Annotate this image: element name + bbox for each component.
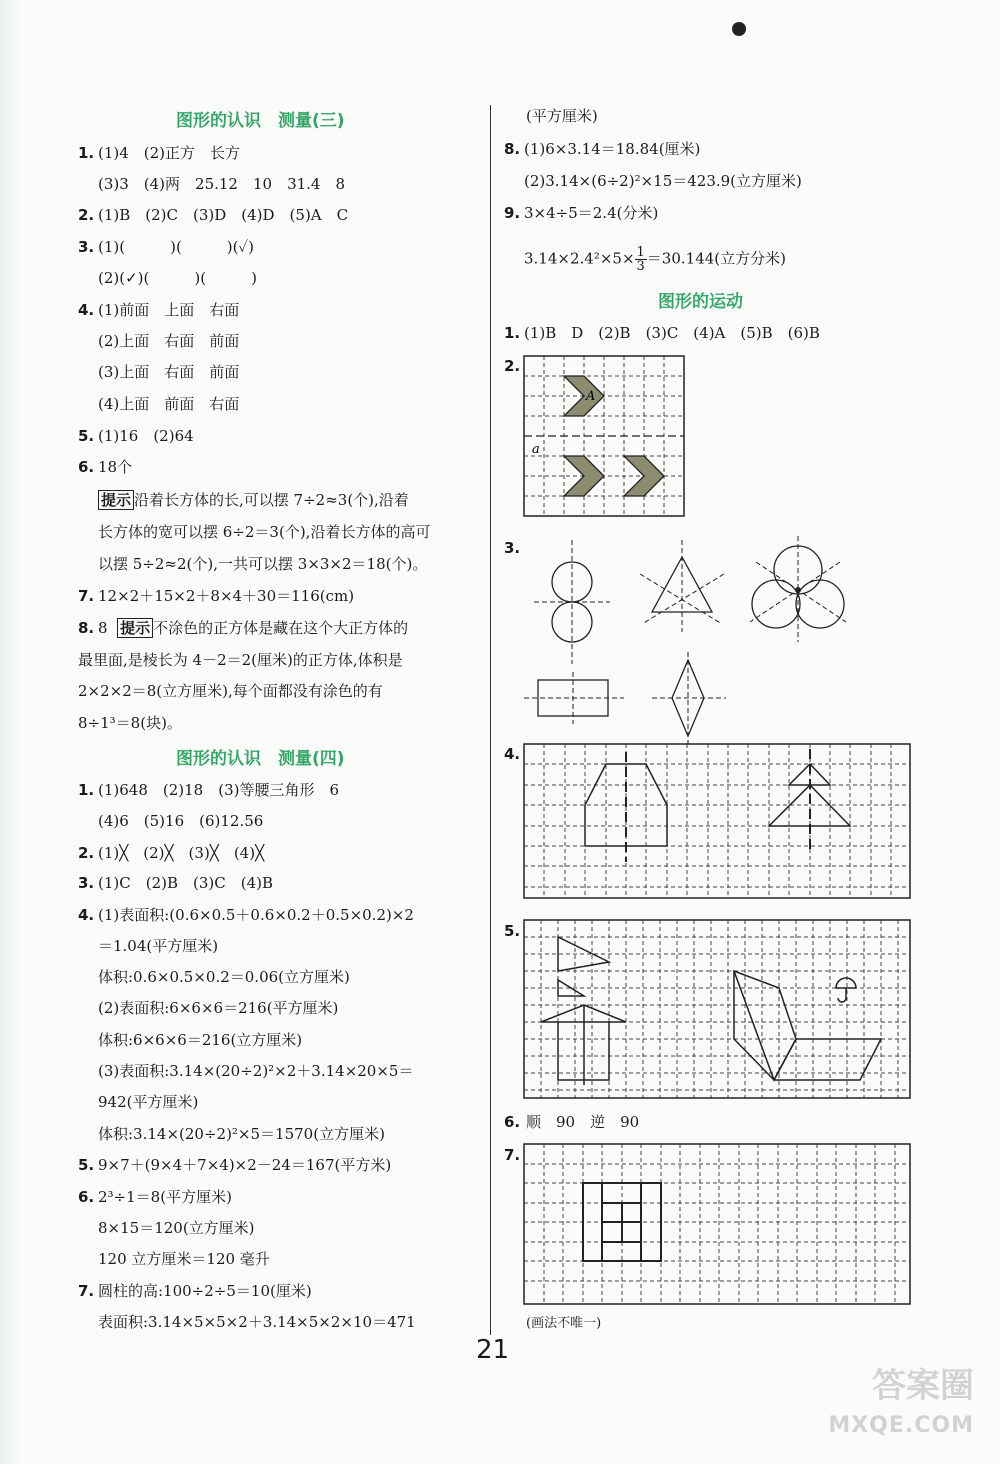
answer-line: (2)(✓)( )( ) bbox=[98, 269, 257, 287]
question-number: 3. bbox=[78, 238, 95, 256]
answer-line bbox=[524, 246, 786, 273]
watermark-logo-text: 答案圈 bbox=[872, 1366, 974, 1406]
grid-lines bbox=[524, 744, 910, 898]
answer-line: (3)表面积:3.14×(20÷2)²×2＋3.14×20×5＝ bbox=[98, 1062, 414, 1080]
symmetry-axis-lines bbox=[524, 536, 846, 744]
answer-line: (1)16 (2)64 bbox=[98, 427, 194, 445]
answer-line: 942(平方厘米) bbox=[98, 1093, 199, 1111]
answer-line: (1)前面 上面 右面 bbox=[98, 301, 240, 319]
question-number: 2. bbox=[504, 357, 521, 375]
answer-line: 18个 bbox=[98, 458, 133, 476]
umbrella-handle bbox=[838, 988, 846, 1002]
answer-line: 2×2×2＝8(立方厘米),每个面都没有涂色的有 bbox=[78, 682, 383, 700]
question-number: 5. bbox=[78, 427, 95, 445]
hint-line bbox=[98, 618, 408, 638]
answer-line: (2)上面 右面 前面 bbox=[98, 332, 240, 350]
answer-line: (4)6 (5)16 (6)12.56 bbox=[98, 812, 264, 830]
section-heading-2: 图形的认识 测量(四) bbox=[176, 749, 345, 769]
answer-line: 圆柱的高:100÷2÷5＝10(厘米) bbox=[98, 1282, 312, 1300]
question-number: 9. bbox=[504, 204, 521, 222]
grid-border bbox=[524, 744, 910, 898]
figure-axis-symmetry-grid bbox=[524, 744, 910, 900]
watermark bbox=[828, 1366, 974, 1446]
question-number: 1. bbox=[78, 144, 95, 162]
question-number: 7. bbox=[78, 1282, 95, 1300]
quadrilateral-shape bbox=[734, 971, 796, 1080]
label-A: A bbox=[586, 389, 596, 404]
figure-cube-net-grid bbox=[524, 1144, 910, 1306]
answer-line: 长方体的宽可以摆 6÷2＝3(个),沿着长方体的高可 bbox=[98, 523, 431, 541]
question-number: 8. bbox=[78, 619, 95, 637]
formula-part: ＝30.144(立方分米) bbox=[646, 249, 786, 268]
answer-line: 以摆 5÷2≈2(个),一共可以摆 3×3×2＝18(个)。 bbox=[98, 555, 428, 573]
circle-shape bbox=[796, 580, 844, 628]
hint-badge: 提示 bbox=[98, 490, 134, 510]
center-point bbox=[795, 587, 801, 593]
answer-line: (1)( )( )(✓) bbox=[98, 238, 255, 256]
answer-line: (1)表面积:(0.6×0.5＋0.6×0.2＋0.5×0.2)×2 bbox=[98, 906, 414, 924]
question-number: 3. bbox=[504, 539, 521, 557]
answer-line: (3)3 (4)两 25.12 10 31.4 8 bbox=[98, 175, 346, 193]
answer-line: ＝1.04(平方厘米) bbox=[98, 937, 219, 955]
rotated-quadrilateral-shape bbox=[734, 971, 881, 1080]
hint-text: 沿着长方体的长,可以摆 7÷2≈3(个),沿着 bbox=[134, 491, 409, 509]
hint-text: 不涂色的正方体是藏在这个大正方体的 bbox=[153, 619, 409, 637]
answer-line: (1)╳ (2)╳ (3)╳ (4)╳ bbox=[98, 844, 265, 862]
answer-line: 体积:3.14×(20÷2)²×5＝1570(立方厘米) bbox=[98, 1125, 385, 1143]
answer-line: (2)表面积:6×6×6＝216(平方厘米) bbox=[98, 999, 339, 1017]
grid-lines bbox=[524, 920, 910, 1098]
answer-value: 8 bbox=[98, 619, 108, 637]
question-number: 5. bbox=[78, 1156, 95, 1174]
page-edge-shadow bbox=[0, 0, 20, 1464]
answer-line: 3×4÷5＝2.4(分米) bbox=[524, 204, 659, 222]
question-number: 4. bbox=[78, 906, 95, 924]
section-heading-3: 图形的运动 bbox=[658, 292, 743, 312]
grid-border bbox=[524, 1144, 910, 1304]
answer-line: 8÷1³＝8(块)。 bbox=[78, 714, 182, 732]
answer-line: 表面积:3.14×5×5×2＋3.14×5×2×10＝471 bbox=[98, 1313, 416, 1331]
answer-line: (4)上面 前面 右面 bbox=[98, 395, 240, 413]
question-number: 6. bbox=[504, 1113, 521, 1131]
fraction-denominator: 3 bbox=[636, 259, 645, 274]
answer-line: (平方厘米) bbox=[526, 107, 598, 125]
note-text: (画法不唯一) bbox=[526, 1316, 602, 1331]
formula-part: 3.14×2.4²×5× bbox=[524, 249, 635, 268]
answer-line: 2³÷1＝8(平方厘米) bbox=[98, 1188, 232, 1206]
answer-line: 最里面,是棱长为 4－2＝2(厘米)的正方体,体积是 bbox=[78, 651, 403, 669]
answer-line: 体积:0.6×0.5×0.2＝0.06(立方厘米) bbox=[98, 968, 350, 986]
question-number: 7. bbox=[504, 1146, 521, 1164]
column-divider bbox=[490, 105, 491, 1335]
answer-line: (1)648 (2)18 (3)等腰三角形 6 bbox=[98, 781, 340, 799]
figure-symmetry-axes bbox=[520, 532, 850, 732]
question-number: 6. bbox=[78, 458, 95, 476]
circle-shape bbox=[752, 580, 800, 628]
question-number: 4. bbox=[78, 301, 95, 319]
figure-translation-grid bbox=[524, 356, 686, 518]
label-a: a bbox=[532, 442, 540, 457]
answer-line: 120 立方厘米＝120 毫升 bbox=[98, 1250, 270, 1268]
figure-rotation-grid bbox=[524, 920, 910, 1100]
answer-line: (1)C (2)B (3)C (4)B bbox=[98, 874, 273, 892]
question-number: 2. bbox=[78, 844, 95, 862]
question-number: 8. bbox=[504, 140, 521, 158]
answer-line: (1)6×3.14＝18.84(厘米) bbox=[524, 140, 701, 158]
answer-line: (3)上面 右面 前面 bbox=[98, 363, 240, 381]
ink-blot bbox=[732, 22, 746, 36]
question-number: 7. bbox=[78, 587, 95, 605]
question-number: 5. bbox=[504, 922, 521, 940]
hint-line bbox=[98, 490, 409, 510]
question-number: 1. bbox=[504, 324, 521, 342]
page-number: 21 bbox=[476, 1335, 510, 1365]
answer-line: (1)4 (2)正方 长方 bbox=[98, 144, 241, 162]
grid-lines bbox=[524, 1144, 910, 1304]
hint-badge: 提示 bbox=[117, 618, 153, 638]
answer-line: 体积:6×6×6＝216(立方厘米) bbox=[98, 1031, 303, 1049]
question-number: 1. bbox=[78, 781, 95, 799]
answer-line: (1)B D (2)B (3)C (4)A (5)B (6)B bbox=[524, 324, 820, 342]
question-number: 4. bbox=[504, 745, 521, 763]
question-number: 2. bbox=[78, 206, 95, 224]
answer-line: 9×7＋(9×4＋7×4)×2－24＝167(平方米) bbox=[98, 1156, 392, 1174]
answer-line: 8×15＝120(立方厘米) bbox=[98, 1219, 255, 1237]
section-heading-1: 图形的认识 测量(三) bbox=[176, 111, 345, 131]
answer-line: (2)3.14×(6÷2)²×15＝423.9(立方厘米) bbox=[524, 172, 802, 190]
fraction-numerator: 1 bbox=[636, 245, 645, 260]
answer-line: 12×2＋15×2＋8×4＋30＝116(cm) bbox=[98, 587, 355, 605]
question-number: 3. bbox=[78, 874, 95, 892]
grid-border bbox=[524, 920, 910, 1098]
question-number: 6. bbox=[78, 1188, 95, 1206]
fraction bbox=[635, 246, 647, 273]
watermark-url: MXQE.COM bbox=[828, 1413, 974, 1438]
answer-line: 顺 90 逆 90 bbox=[526, 1113, 640, 1131]
umbrella-shape bbox=[836, 978, 856, 988]
answer-line: (1)B (2)C (3)D (4)D (5)A C bbox=[98, 206, 349, 224]
